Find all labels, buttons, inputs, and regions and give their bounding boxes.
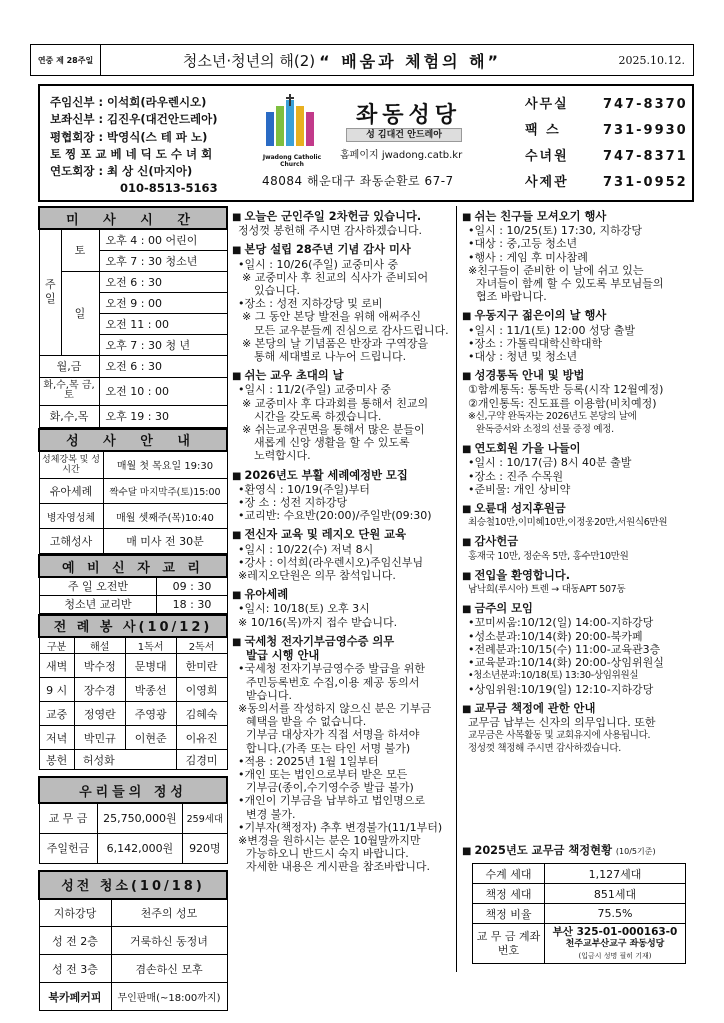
square-bullet-icon: ■ (462, 212, 472, 223)
notice-line: 노력합시다. (254, 449, 311, 463)
notice-line: •상임위원:10/19(일) 12:10-지하강당 (468, 682, 654, 696)
notice-line: •꼬미씨움:10/12(일) 14:00-지하강당 (468, 616, 654, 630)
offering-label: 교 무 금 (39, 803, 97, 833)
contact-label: 팩 스 (525, 123, 561, 138)
notice-heading (232, 469, 454, 483)
notice-line: •청소년분과:10/18(토) 13:30-상임위원실 (468, 670, 639, 682)
service-cell: 주영광 (125, 702, 176, 726)
square-bullet-icon: ■ (462, 504, 472, 516)
notice-line: •장소 : 성전 지하강당 및 로비 (238, 297, 383, 311)
staff-line: 주임신부 : 이석희(라우렌시오) (50, 95, 207, 109)
notice-line: ※레지오단원은 의무 참석입니다. (238, 569, 396, 583)
church-homepage: 홈페이지 jwadong.catb.kr (340, 150, 463, 161)
notice-line: 남낙희(루시아) 트렌 → 대동APT 507동 (468, 584, 626, 596)
square-bullet-icon: ■ (462, 311, 472, 323)
stats-label: 책정 비율 (473, 904, 545, 924)
contact-row (525, 170, 688, 196)
notice-line: 혜택을 받을 수 없습니다. (246, 715, 367, 729)
notice-line: •일시 : 10/26(주일) 교중미사 중 (238, 257, 399, 271)
notice-column-right (462, 210, 694, 756)
notice-line: ※ 그 동안 본당 발전을 위해 애써주신 (242, 310, 421, 324)
square-bullet-icon: ■ (232, 245, 242, 257)
service-head: 구분 (39, 637, 74, 654)
notice-line: ※ 쉬는교우권면을 통해서 많은 분들이 (242, 423, 425, 437)
notice-title: 유아세례 (244, 588, 289, 602)
notice-line: •교리반: 수요반(20:00)/주일반(09:30) (238, 509, 432, 523)
notice-heading (232, 369, 454, 383)
mass-time: 오전 6 : 30 (99, 355, 227, 377)
mass-time: 오후 19 : 30 (99, 405, 227, 427)
sacrament-label: 성체강복 및 성시간 (39, 451, 103, 479)
square-bullet-icon: ■ (462, 444, 472, 456)
notice-heading (232, 243, 454, 257)
notice-heading (462, 369, 694, 383)
notice-heading (232, 635, 454, 649)
service-cell: 봉헌 (39, 750, 74, 770)
weekday-label: 화,수,목 금,토 (39, 377, 99, 405)
mass-time: 오전 11 : 00 (99, 313, 227, 334)
theme-title: “ 배움과 체험의 해” (319, 51, 502, 71)
column-divider (456, 206, 457, 972)
notice-title: 교무금 책정에 관한 안내 (474, 701, 596, 715)
service-title: 전 례 봉 사(10/12) (39, 615, 227, 637)
staff-line: 평협회장 : 박영식(스 테 파 노) (50, 129, 208, 144)
notice-line: •일시 : 11/2(주일) 교중미사 중 (238, 383, 392, 397)
cleaning-group: 겸손하신 모후 (111, 955, 227, 983)
notice-line: 정성껏 봉헌해 주시면 감사하겠습니다. (238, 224, 423, 238)
service-table (38, 614, 228, 771)
service-cell: 문병대 (125, 654, 176, 678)
offering-table (38, 776, 228, 864)
notice-line: •장소 : 진주 수목원 (468, 469, 564, 483)
weekday-label: 월,금 (39, 355, 99, 377)
account-label: 교 무 금 계좌번호 (473, 924, 545, 964)
account-note: (입금시 성명 필히 기재) (578, 951, 652, 960)
square-bullet-icon: ■ (232, 470, 242, 482)
contact-label: 사제관 (525, 175, 569, 190)
weekday-label: 화,수,목 (39, 405, 99, 427)
contact-number: 731-0952 (603, 175, 688, 190)
cleaning-place: 성 전 3층 (39, 955, 111, 983)
sacrament-table (38, 428, 228, 555)
church-address: 48084 해운대구 좌동순환로 67-7 (262, 174, 454, 188)
notice-line: 협조 바랍니다. (476, 290, 547, 304)
contact-row (525, 144, 688, 170)
notice-title: 본당 설립 28주년 기념 감사 미사 (244, 243, 411, 257)
notice-line: 완독증서와 소정의 선물 증정 예정. (476, 424, 614, 436)
staff-line: 보좌신부 : 김진우(대건안드레아) (50, 112, 218, 127)
notice-line: ※ 교중미사 후 다과회를 통해서 친교의 (242, 396, 429, 410)
contact-list (525, 92, 688, 196)
cleaning-place: 지하강당 (39, 899, 111, 927)
cleaning-table (38, 870, 228, 1012)
stats-table (472, 863, 686, 964)
stats-label: 수계 세대 (473, 864, 545, 884)
service-head: 1독서 (125, 637, 176, 654)
stats-title: 2025년도 교무금 책정현황 (474, 844, 612, 857)
notice-line: ※ 교중미사 후 친교의 식사가 준비되어 (242, 270, 429, 284)
offering-count: 920명 (183, 833, 227, 863)
bulletin-header (30, 44, 694, 76)
offering-amount: 25,750,000원 (97, 803, 183, 833)
notice-heading (462, 702, 694, 716)
notice-line: 발급 시행 안내 (246, 649, 320, 663)
year-theme (101, 49, 583, 72)
stats-value: 851세대 (545, 884, 686, 904)
notice-line: •기부자(책정자) 추후 변경불가(11/1부터) (238, 820, 443, 834)
cleaning-group: 거룩하신 동정녀 (111, 927, 227, 955)
offering-count: 259세대 (183, 803, 227, 833)
contact-number: 747-8371 (603, 149, 688, 164)
notice-line: ※친구들이 준비한 이 날에 쉬고 있는 (468, 263, 644, 277)
notice-line: •환영식 : 10/19(주일)부터 (238, 482, 370, 496)
notice-line: 합니다.(가족 또는 타인 서명 불가) (246, 741, 411, 755)
cleaning-place: 성 전 2층 (39, 927, 111, 955)
notice-line: •장 소 : 성전 지하강당 (238, 496, 348, 510)
cleaning-title: 성전 청소(10/18) (39, 871, 227, 899)
service-cell: 장수경 (74, 678, 125, 702)
sacrament-time: 짝수달 마지막주(토)15:00 (103, 479, 227, 504)
notice-line: •국세청 전자기부금영수증 발급을 위한 (238, 662, 425, 676)
service-cell: 9 시 (39, 678, 74, 702)
catechism-time: 18 : 30 (157, 595, 227, 613)
notice-title: 금주의 모임 (474, 602, 533, 616)
square-bullet-icon: ■ (462, 604, 472, 616)
square-bullet-icon: ■ (232, 590, 242, 602)
cleaning-place: 북카페커피 (39, 983, 111, 1011)
square-bullet-icon: ■ (462, 703, 472, 715)
notice-line: 모든 교우분들께 진심으로 감사드립니다. (254, 323, 449, 337)
saturday-label: 토 (61, 229, 99, 271)
church-name: 좌동성당 (356, 103, 462, 128)
service-head: 2독서 (176, 637, 227, 654)
square-bullet-icon: ■ (462, 846, 472, 857)
mass-time: 오전 9 : 00 (99, 292, 227, 313)
contact-number: 747-8370 (603, 97, 688, 112)
service-head: 해설 (74, 637, 125, 654)
sacrament-time: 매월 첫 목요일 19:30 (103, 451, 227, 479)
theme-prefix: 청소년·청년의 해(2) (182, 51, 316, 70)
notice-title: 전신자 교육 및 레지오 단원 교육 (244, 528, 406, 542)
notice-line: •대상 : 중,고등 청소년 (468, 237, 578, 251)
notice-line: 최승철10만,이미혜10만,이정웅20만,서원식6만원 (468, 517, 668, 529)
square-bullet-icon: ■ (232, 530, 242, 542)
notice-title: 국세청 전자기부금영수증 의무 (244, 634, 395, 648)
notice-line: •전례분과:10/15(수) 11:00-교육관3층 (468, 642, 661, 656)
sacrament-time: 매월 셋째주(목)10:40 (103, 504, 227, 529)
cleaning-group: 무인판매(~18:00까지) (111, 983, 227, 1011)
square-bullet-icon: ■ (232, 212, 242, 223)
mass-time: 오후 7 : 30 청 년 (99, 334, 227, 355)
stats-value: 75.5% (545, 904, 686, 924)
notice-line: 홍재국 10만, 정순옥 5만, 홍수만10만원 (468, 550, 629, 562)
service-cell: 교중 (39, 702, 74, 726)
notice-line: 시간을 갖도록 하겠습니다. (254, 409, 382, 423)
square-bullet-icon: ■ (232, 636, 242, 648)
notice-heading (462, 569, 694, 583)
notice-heading (232, 210, 454, 224)
contact-row (525, 118, 688, 144)
sunday-label: 주일 (39, 229, 61, 355)
service-cell: 한미란 (176, 654, 227, 678)
square-bullet-icon: ■ (462, 570, 472, 582)
catechism-title: 예 비 신 자 교 리 (39, 555, 227, 577)
notice-title: 오늘은 군인주일 2차헌금 있습니다. (244, 210, 422, 223)
stats-heading (462, 842, 694, 858)
offering-title: 우리들의 정성 (39, 777, 227, 803)
notice-line: •행사 : 게임 후 미사참례 (468, 250, 588, 264)
notice-line: •적용 : 2025년 1월 1일부터 (238, 754, 379, 768)
staff-line: 토 찡 포 교 베 네 딕 도 수 녀 회 (50, 146, 213, 161)
mass-time: 오후 7 : 30 청소년 (99, 250, 227, 271)
notice-line: •개인이 기부금을 납부하고 법인명으로 (238, 794, 425, 808)
notice-line: ※변경을 원하시는 분은 10월말까지만 (238, 833, 421, 847)
catechism-label: 청소년 교리반 (39, 595, 157, 613)
sacrament-label: 고해성사 (39, 529, 103, 554)
contact-row (525, 92, 688, 118)
day-label: 일 (61, 271, 99, 355)
notice-line: 있습니다. (254, 284, 301, 298)
notice-line: •장소 : 가톨릭대학신학대학 (468, 336, 603, 350)
notice-line: 교무금은 사목활동 및 교회유지에 사용됩니다. (468, 730, 651, 742)
stats-value: 1,127세대 (545, 864, 686, 884)
notice-line: •일시 : 10/17(금) 8시 40분 출발 (468, 456, 632, 470)
notice-title: 쉬는 교우 초대의 날 (244, 369, 344, 383)
notice-line: •교육분과:10/14(화) 20:00-상임위원실 (468, 656, 664, 670)
stats-label: 책정 세대 (473, 884, 545, 904)
notice-line: 새롭게 신앙 생활을 할 수 있도록 (254, 436, 410, 450)
notice-heading (462, 210, 694, 224)
notice-line: 자세한 내용은 게시판을 참조바랍니다. (246, 860, 431, 874)
mass-time: 오후 4 : 00 어린이 (99, 229, 227, 250)
service-cell: 새벽 (39, 654, 74, 678)
notice-heading (462, 442, 694, 456)
notice-title: 우동지구 젊은이의 날 행사 (474, 309, 607, 323)
logo-caption: Jwadong Catholic Church (262, 154, 322, 168)
notice-line: 정성껏 책정해 주시면 감사하겠습니다. (468, 743, 621, 755)
catechism-time: 09 : 30 (157, 577, 227, 595)
church-logo-icon (252, 94, 332, 154)
notice-heading (232, 528, 454, 542)
notice-line: 기부금(종이,수기영수증 발급 불가) (246, 781, 414, 795)
sacrament-label: 병자영성체 (39, 504, 103, 529)
notice-line: •일시: 10/18(토) 오후 3시 (238, 602, 370, 616)
notice-line: ①함께통독: 통독반 등록(시작 12월예정) (468, 383, 664, 397)
notice-line: 가능하오니 반드시 숙지 바랍니다. (246, 847, 409, 861)
notice-title: 연도회원 가을 나들이 (474, 442, 581, 456)
church-info-box (38, 84, 694, 202)
service-cell: 박종선 (125, 678, 176, 702)
sacrament-title: 성 사 안 내 (39, 429, 227, 451)
notice-line: 자녀들이 함께 할 수 있도록 부모님들의 (476, 277, 664, 291)
notice-title: 2026년도 부활 세례예정반 모집 (244, 468, 408, 482)
mass-table (38, 206, 228, 428)
notice-title: 쉬는 친구들 모셔오기 행사 (474, 210, 607, 223)
service-cell: 저녁 (39, 726, 74, 750)
notice-line: 받습니다. (246, 688, 293, 702)
sacrament-label: 유아세례 (39, 479, 103, 504)
notice-line: •일시 : 10/25(토) 17:30, 지하강당 (468, 224, 643, 238)
catechism-table (38, 554, 228, 614)
offering-amount: 6,142,000원 (97, 833, 183, 863)
notice-heading (462, 535, 694, 549)
notice-line: ※동의서를 작성하지 않으신 분은 기부금 (238, 701, 432, 715)
left-column (38, 206, 228, 1011)
service-cell: 이영희 (176, 678, 227, 702)
notice-heading (232, 588, 454, 602)
stats-box (462, 842, 694, 964)
notice-line: •준비물: 개인 상비약 (468, 482, 571, 496)
staff-list (50, 94, 250, 198)
service-cell: 박수정 (74, 654, 125, 678)
service-cell: 박민규 (74, 726, 125, 750)
notice-line: 변경 불가. (246, 807, 296, 821)
notice-heading (462, 502, 694, 516)
notice-line: 주민등록번호 수집,이용 제공 동의서 (246, 675, 420, 689)
account-name: 천주교부산교구 좌동성당 (565, 938, 665, 949)
offering-label: 주일헌금 (39, 833, 97, 863)
notice-line: •일시 : 10/22(수) 저녁 8시 (238, 542, 374, 556)
notice-line: ※신,구약 완독자는 2026년도 본당의 날에 (468, 410, 637, 422)
church-patron: 성 김대건 안드레아 (346, 128, 462, 142)
service-cell: 정영란 (74, 702, 125, 726)
notice-line: •개인 또는 법인으로부터 받은 모든 (238, 767, 408, 781)
service-cell: 김경미 (176, 750, 227, 770)
mass-time: 오전 10 : 00 (99, 377, 227, 405)
service-cell: 이유진 (176, 726, 227, 750)
sacrament-time: 매 미사 전 30분 (103, 529, 227, 554)
square-bullet-icon: ■ (462, 537, 472, 549)
notice-line: •대상 : 청년 및 청소년 (468, 350, 578, 364)
notice-line: •강사 : 이석희(라우렌시오)주임신부님 (238, 555, 424, 569)
contact-label: 사무실 (525, 97, 569, 112)
notice-heading (462, 602, 694, 616)
staff-line: 010-8513-5163 (120, 181, 218, 196)
notice-column-middle (232, 210, 454, 874)
notice-line: •성소분과:10/14(화) 20:00-북카페 (468, 629, 643, 643)
notice-line: 통해 세대별로 나누어 드립니다. (254, 350, 407, 364)
contact-label: 수녀원 (525, 149, 569, 164)
cleaning-group: 천주의 성모 (111, 899, 227, 927)
notice-title: 오륜대 성지후원금 (474, 502, 566, 516)
square-bullet-icon: ■ (232, 371, 242, 383)
account-number: 부산 325-01-000163-0 (552, 925, 678, 938)
notice-line: ※ 본당의 날 기념품은 반장과 구역장을 (242, 336, 429, 350)
notice-heading (462, 309, 694, 323)
stats-unit: (10/5기준) (615, 847, 656, 856)
notice-title: 전입을 환영합니다. (474, 568, 570, 582)
account-info (545, 924, 686, 964)
service-cell: 이현준 (125, 726, 176, 750)
catechism-label: 주 일 오전반 (39, 577, 157, 595)
mass-time: 오전 6 : 30 (99, 271, 227, 292)
notice-line: ※ 10/16(목)까지 접수 받습니다. (238, 615, 398, 629)
mass-title: 미 사 시 간 (39, 207, 227, 229)
staff-line: 연도회장 : 최 상 신(마지아) (50, 164, 193, 179)
liturgy-label: 연중 제 28주일 (31, 45, 101, 75)
service-cell: 허성화 (74, 750, 176, 770)
square-bullet-icon: ■ (462, 371, 472, 383)
contact-number: 731-9930 (603, 123, 688, 138)
service-cell: 김혜숙 (176, 702, 227, 726)
notice-line: 기부금 대상자가 직접 서명을 하셔야 (246, 728, 420, 742)
church-logo (252, 94, 332, 168)
notice-line: ②개인통독: 진도표를 이용함(비치예정) (468, 396, 657, 410)
notice-line: •일시 : 11/1(토) 12:00 성당 출발 (468, 323, 636, 337)
bulletin-date: 2025.10.12. (618, 53, 685, 67)
notice-title: 성경통독 안내 및 방법 (474, 369, 585, 383)
notice-line: 교무금 납부는 신자의 의무입니다. 또한 (468, 715, 656, 729)
notice-title: 감사헌금 (474, 535, 519, 549)
